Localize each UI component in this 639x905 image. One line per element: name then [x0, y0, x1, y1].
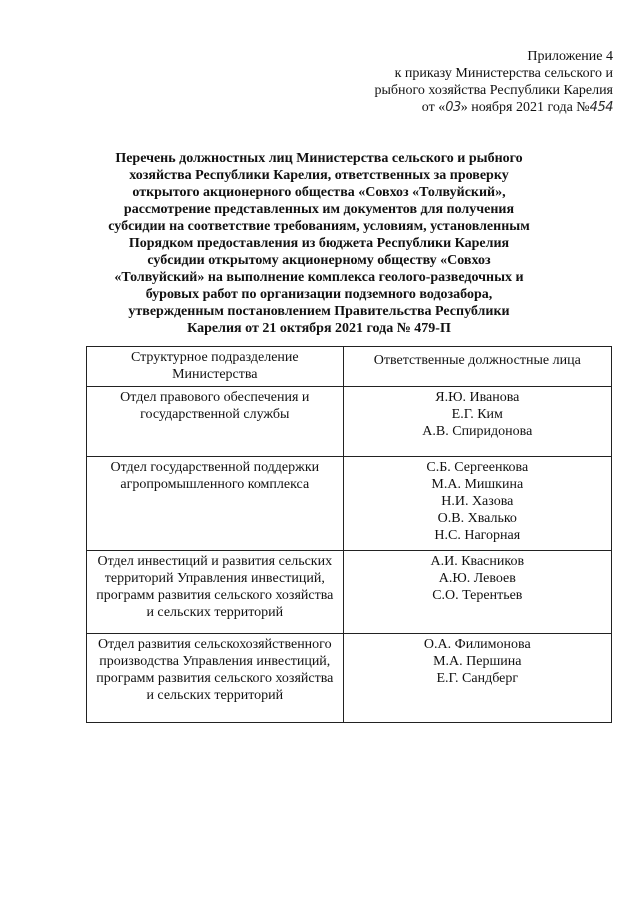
table-row: [87, 551, 612, 634]
table-row: [87, 457, 612, 551]
annex-line-4: [374, 99, 613, 116]
department-cell: Отдел инвестиций и развития сельских территорий Управления инвестиций, программ развития сельского хозяйства и сельских территорий: [87, 551, 344, 634]
table-row: [87, 634, 612, 723]
document-title: Перечень должностных лиц Министерства сельского и рыбного хозяйства Республики Карелия, ответственных за проверку открытого акционерного общества «Совхоз «Толвуйский», рассмотрение представленных им документов для получения субсидии на соответствие требованиям, условиям, установленным Порядком предоставления из бюджета Республики Карелия субсидии открытому акционерному обществу «Совхоз «Толвуйский» на выполнение комплекса геолого-разведочных и буровых работ по организации подземного водозабора, утвержденным постановлением Правительства Республики Карелия от 21 октября 2021 года № 479-П: [108, 151, 530, 336]
person-name: С.О. Терентьев: [432, 588, 523, 603]
header-responsible-persons: Ответственные должностные лица: [343, 347, 611, 387]
responsibles-table: [86, 346, 612, 723]
person-name: А.Ю. Левоев: [438, 571, 516, 586]
persons-cell: [343, 387, 611, 457]
handwritten-order-number: 454: [589, 100, 613, 115]
annex-date-middle: » ноября 2021 года №: [460, 100, 590, 115]
annex-date-prefix: от «: [421, 100, 446, 115]
person-name: О.А. Филимонова: [423, 637, 531, 652]
person-name: Е.Г. Сандберг: [436, 671, 519, 686]
department-cell: Отдел правового обеспечения и государственной службы: [87, 387, 344, 457]
person-name: Н.И. Хазова: [441, 494, 514, 509]
persons-cell: [343, 551, 611, 634]
annex-line-1: Приложение 4: [527, 49, 613, 64]
persons-cell: [343, 457, 611, 551]
person-name: М.А. Першина: [433, 654, 522, 669]
department-cell: Отдел государственной поддержки агропромышленного комплекса: [87, 457, 344, 551]
table-row: [87, 387, 612, 457]
person-name: А.В. Спиридонова: [422, 424, 533, 439]
person-name: О.В. Хвалько: [437, 511, 517, 526]
person-name: А.И. Квасников: [430, 554, 525, 569]
annex-line-3: рыбного хозяйства Республики Карелия: [374, 83, 613, 98]
annex-line-2: к приказу Министерства сельского и: [394, 66, 613, 81]
person-name: Н.С. Нагорная: [434, 528, 521, 543]
person-name: М.А. Мишкина: [431, 477, 524, 492]
person-name: С.Б. Сергеенкова: [426, 460, 529, 475]
table-header-row: [87, 347, 612, 387]
header-department: Структурное подразделение Министерства: [87, 347, 344, 387]
department-cell: Отдел развития сельскохозяйственного производства Управления инвестиций, программ развития сельского хозяйства и сельских территорий: [87, 634, 344, 723]
person-name: Я.Ю. Иванова: [435, 390, 520, 405]
person-name: Е.Г. Ким: [451, 407, 503, 422]
annex-header: [374, 48, 613, 116]
handwritten-day: 03: [445, 100, 461, 115]
persons-cell: [343, 634, 611, 723]
